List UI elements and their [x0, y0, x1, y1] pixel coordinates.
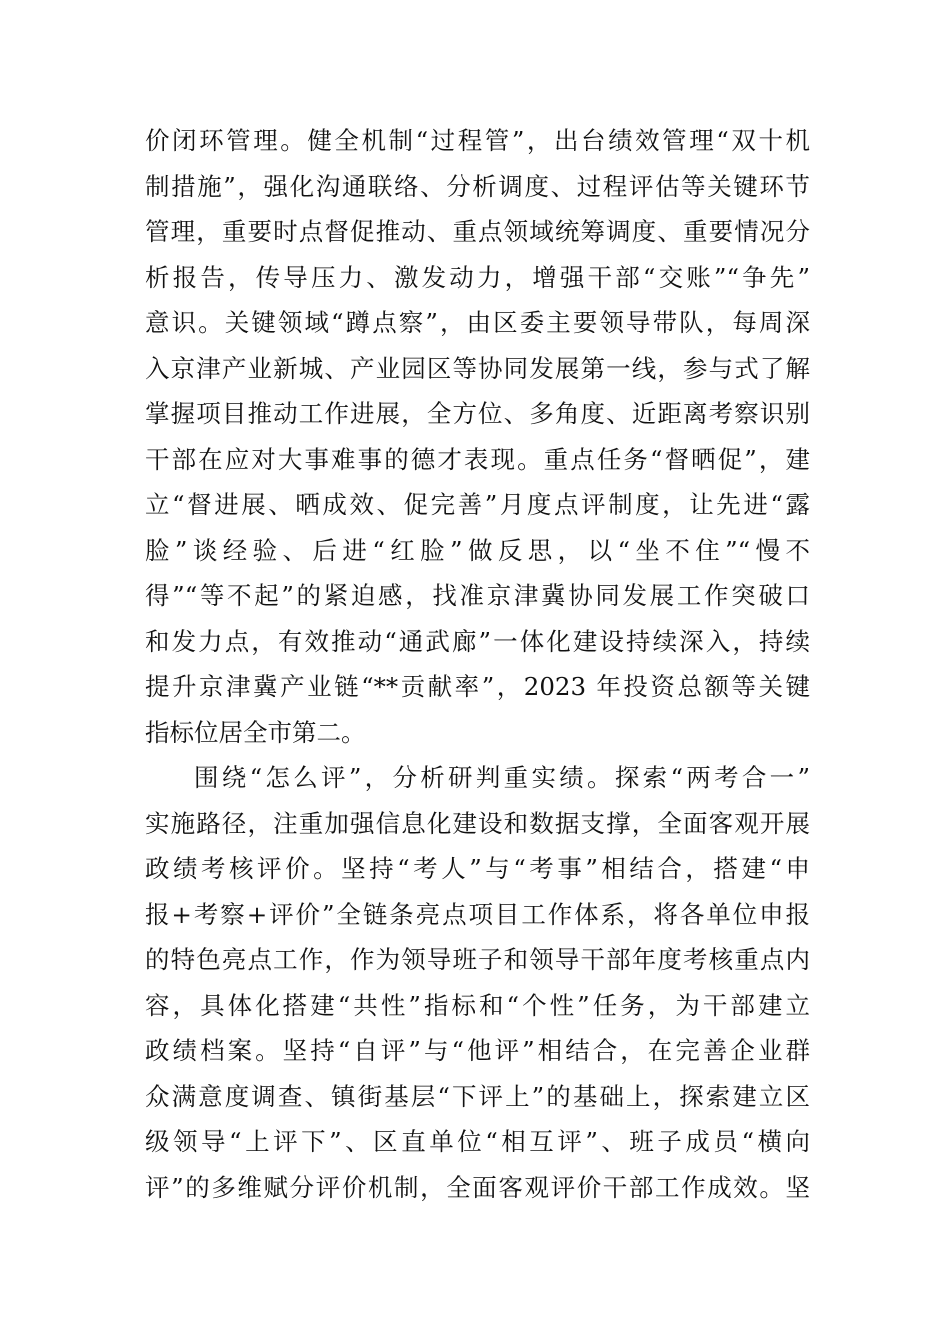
text-line: 报+考察+评价”全链条亮点项目工作体系，将各单位申报 — [145, 899, 810, 929]
text-line: 制措施”，强化沟通联络、分析调度、过程评估等关键环节 — [145, 171, 810, 201]
text-line: 提升京津冀产业链“**贡献率”，2023 年投资总额等关键 — [145, 672, 810, 701]
paragraph-1 — [145, 118, 810, 755]
text-line: 围绕“怎么评”，分析研判重实绩。探索“两考合一” — [194, 763, 810, 792]
text-line: 析报告，传导压力、激发动力，增强干部“交账”“争先” — [145, 262, 810, 292]
document-body — [145, 118, 810, 1210]
text-line: 级领导“上评下”、区直单位“相互评”、班子成员“横向 — [145, 1127, 810, 1156]
text-line: 入京津产业新城、产业园区等协同发展第一线，参与式了解 — [145, 353, 810, 383]
text-line: 价闭环管理。健全机制“过程管”，出台绩效管理“双十机 — [145, 126, 810, 155]
text-line: 掌握项目推动工作进展，全方位、多角度、近距离考察识别 — [145, 399, 810, 428]
text-line: 和发力点，有效推动“通武廊”一体化建设持续深入，持续 — [145, 626, 810, 656]
text-line: 实施路径，注重加强信息化建设和数据支撑，全面客观开展 — [145, 808, 810, 838]
text-line: 立“督进展、晒成效、促完善”月度点评制度，让先进“露 — [145, 490, 810, 519]
text-line: 评”的多维赋分评价机制，全面客观评价干部工作成效。坚 — [145, 1172, 810, 1202]
text-line: 意识。关键领域“蹲点察”，由区委主要领导带队，每周深 — [145, 308, 810, 337]
text-line: 指标位居全市第二。 — [145, 717, 366, 747]
text-line: 政绩档案。坚持“自评”与“他评”相结合，在完善企业群 — [145, 1036, 810, 1065]
text-line: 众满意度调查、镇街基层“下评上”的基础上，探索建立区 — [145, 1081, 810, 1111]
text-line: 容，具体化搭建“共性”指标和“个性”任务，为干部建立 — [145, 990, 810, 1020]
text-line: 政绩考核评价。坚持“考人”与“考事”相结合，搭建“申 — [145, 854, 810, 883]
text-line: 干部在应对大事难事的德才表现。重点任务“督晒促”，建 — [145, 444, 810, 474]
text-line: 管理，重要时点督促推动、重点领域统筹调度、重要情况分 — [145, 217, 810, 246]
text-line: 的特色亮点工作，作为领导班子和领导干部年度考核重点内 — [145, 945, 810, 974]
paragraph-2 — [145, 755, 810, 1210]
text-line: 得”“等不起”的紧迫感，找准京津冀协同发展工作突破口 — [145, 581, 810, 610]
text-line: 脸”谈经验、后进“红脸”做反思，以“坐不住”“慢不 — [145, 535, 810, 565]
